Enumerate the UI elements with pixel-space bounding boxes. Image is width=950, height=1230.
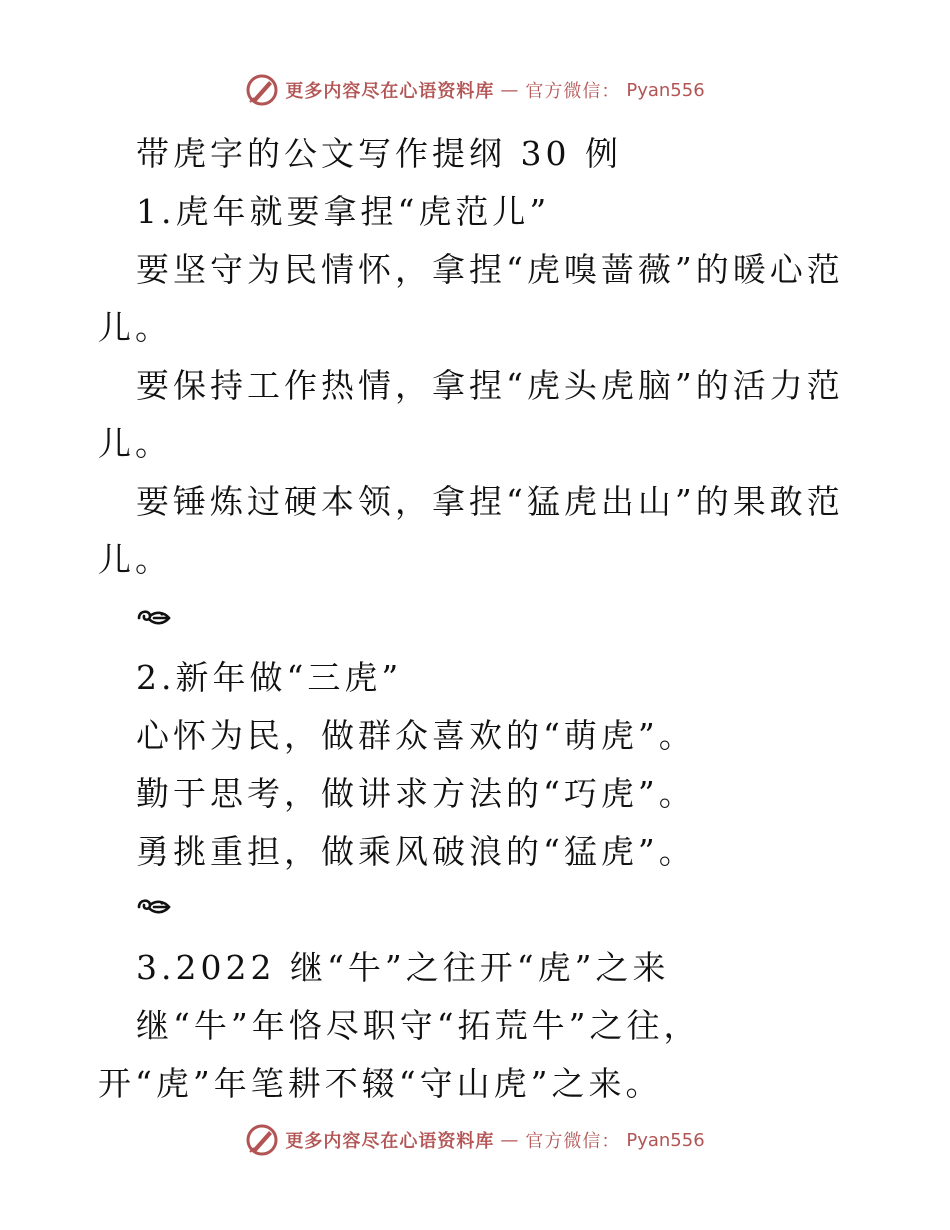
footer-banner: [0, 1122, 950, 1158]
section-2-para-2: 勤于思考，做讲求方法的“巧虎”。: [136, 774, 696, 813]
banner-main-text: 更多内容尽在心语资料库: [285, 1131, 495, 1152]
section-1-para-1-line-1: 要坚守为民情怀，拿捏“虎嗅蔷薇”的暖心范: [136, 250, 844, 289]
scroll-ornament-icon: [136, 606, 172, 630]
banner-dash: —: [500, 79, 520, 101]
scroll-ornament-icon: [136, 895, 172, 919]
section-3-para-1: 继“牛”年恪尽职守“拓荒牛”之往，: [136, 1006, 701, 1045]
section-1-para-2-line-2: 儿。: [98, 424, 172, 463]
section-1-para-3-line-2: 儿。: [98, 540, 172, 579]
section-2-para-1: 心怀为民，做群众喜欢的“萌虎”。: [136, 716, 696, 755]
section-3-para-2: 开“虎”年笔耕不辍“守山虎”之来。: [98, 1064, 663, 1103]
banner-main-text: 更多内容尽在心语资料库: [285, 81, 495, 102]
header-banner: [0, 72, 950, 108]
section-1-para-3-line-1: 要锤炼过硬本领，拿捏“猛虎出山”的果敢范: [136, 482, 844, 521]
banner-official-label: 官方微信：: [525, 1131, 621, 1152]
section-1-heading: 1.虎年就要拿捏“虎范儿”: [136, 192, 551, 231]
section-1-para-2-line-1: 要保持工作热情，拿捏“虎头虎脑”的活力范: [136, 366, 844, 405]
banner-dash: —: [500, 1129, 520, 1151]
banner-wechat-id: Pyan556: [626, 1129, 705, 1151]
pen-logo-icon: [245, 73, 279, 107]
pen-logo-icon: [245, 1123, 279, 1157]
banner-official-label: 官方微信：: [525, 81, 621, 102]
section-1-para-1-line-2: 儿。: [98, 308, 172, 347]
section-2-para-3: 勇挑重担，做乘风破浪的“猛虎”。: [136, 832, 696, 871]
document-title: 带虎字的公文写作提纲 30 例: [136, 134, 622, 173]
banner-wechat-id: Pyan556: [626, 79, 705, 101]
section-3-heading: 3.2022 继“牛”之往开“虎”之来: [136, 948, 670, 987]
section-2-heading: 2.新年做“三虎”: [136, 658, 403, 697]
